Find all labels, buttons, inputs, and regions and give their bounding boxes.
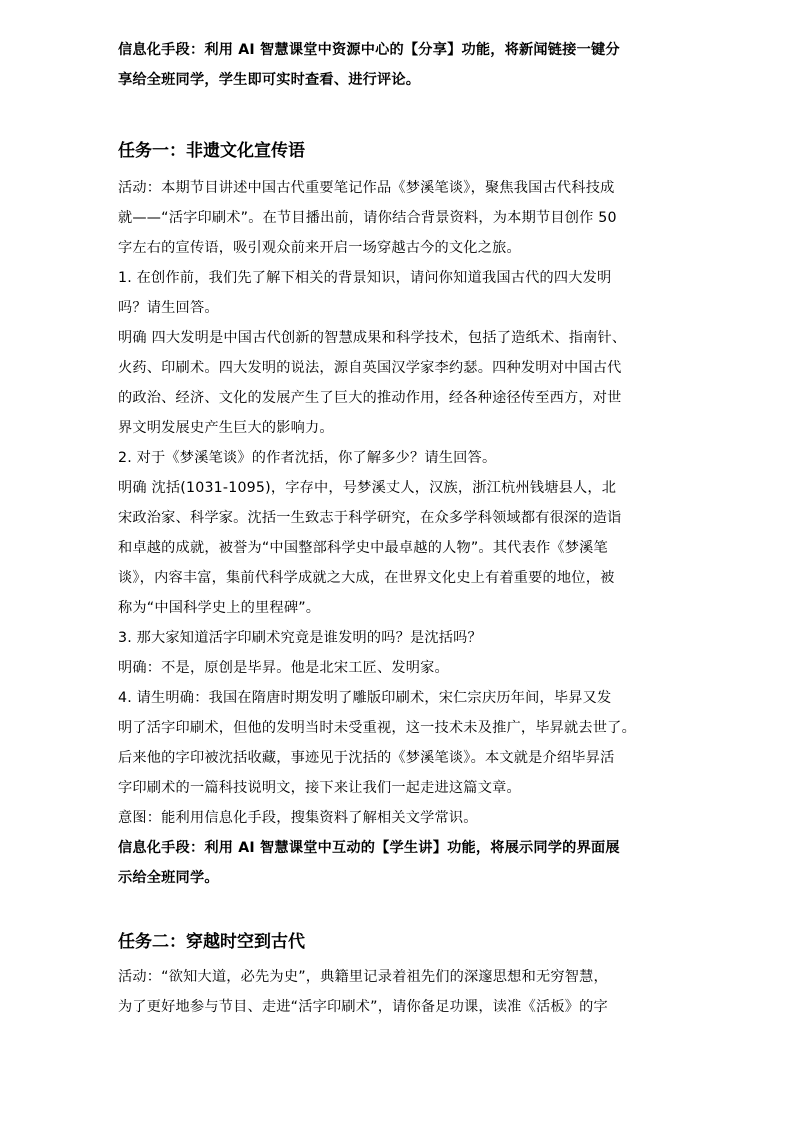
text-line: 字印刷术的一篇科技说明文，接下来让我们一起走进这篇文章。	[118, 780, 521, 796]
text-line: 4. 请生明确：我国在隋唐时期发明了雕版印刷术，宋仁宗庆历年间，毕昇又发	[118, 690, 612, 706]
text-line: 享给全班同学，学生即可实时查看、进行评论。	[118, 72, 421, 88]
task2-body	[118, 962, 608, 1022]
text-line: 就——“活字印刷术”。在节目播出前，请你结合背景资料，为本期节目创作 50	[118, 210, 617, 226]
text-line: 信息化手段：利用 AI 智慧课堂中资源中心的【分享】功能，将新闻链接一键分	[118, 42, 620, 58]
text-line: 宋政治家、科学家。沈括一生致志于科学研究，在众多学科领域都有很深的造诣	[118, 510, 622, 526]
text-line: 3. 那大家知道活字印刷术究竟是谁发明的吗？是沈括吗？	[118, 630, 482, 646]
task1-body	[118, 173, 636, 893]
text-line: 1. 在创作前，我们先了解下相关的背景知识，请问你知道我国古代的四大发明	[118, 270, 612, 286]
text-line: 活动：“欲知大道，必先为史”，典籍里记录着祖先们的深邃思想和无穷智慧，	[118, 969, 608, 985]
text-line: 谈》，内容丰富，集前代科学成就之大成，在世界文化史上有着重要的地位，被	[118, 570, 615, 586]
text-line: 信息化手段：利用 AI 智慧课堂中互动的【学生讲】功能，将展示同学的界面展	[118, 840, 620, 856]
text-line: 火药、印刷术。四大发明的说法，源自英国汉学家李约瑟。四种发明对中国古代	[118, 360, 622, 376]
task1-heading: 任务一：非遗文化宣传语	[118, 141, 305, 161]
text-line: 界文明发展史产生巨大的影响力。	[118, 420, 334, 436]
text-line: 明确 四大发明是中国古代创新的智慧成果和科学技术，包括了造纸术、指南针、	[118, 330, 627, 346]
text-line: 吗？请生回答。	[118, 300, 219, 316]
task2-heading: 任务二：穿越时空到古代	[118, 932, 305, 952]
text-line: 明确 沈括(1031-1095)，字存中，号梦溪丈人，汉族，浙江杭州钱塘县人，北	[118, 480, 617, 496]
text-line: 的政治、经济、文化的发展产生了巨大的推动作用，经各种途径传至西方，对世	[118, 390, 622, 406]
text-line: 示给全班同学。	[118, 870, 219, 886]
text-line: 和卓越的成就，被誉为“中国整部科学史中最卓越的人物”。其代表作《梦溪笔	[118, 540, 608, 556]
text-line: 为了更好地参与节目、走进“活字印刷术”，请你备足功课，读准《活板》的字	[118, 999, 608, 1015]
text-line: 活动：本期节目讲述中国古代重要笔记作品《梦溪笔谈》，聚焦我国古代科技成	[118, 180, 615, 196]
text-line: 字左右的宣传语，吸引观众前来开启一场穿越古今的文化之旅。	[118, 240, 521, 256]
text-line: 称为“中国科学史上的里程碑”。	[118, 600, 321, 616]
text-line: 明确：不是，原创是毕昇。他是北宋工匠、发明家。	[118, 660, 449, 676]
text-line: 明了活字印刷术，但他的发明当时未受重视，这一技术未及推广，毕昇就去世了。	[118, 720, 636, 736]
info-method-paragraph	[118, 35, 620, 95]
text-line: 后来他的字印被沈括收藏，事迹见于沈括的《梦溪笔谈》。本文就是介绍毕昇活	[118, 750, 615, 766]
text-line: 意图：能利用信息化手段，搜集资料了解相关文学常识。	[118, 810, 478, 826]
text-line: 2. 对于《梦溪笔谈》的作者沈括，你了解多少？请生回答。	[118, 450, 497, 466]
